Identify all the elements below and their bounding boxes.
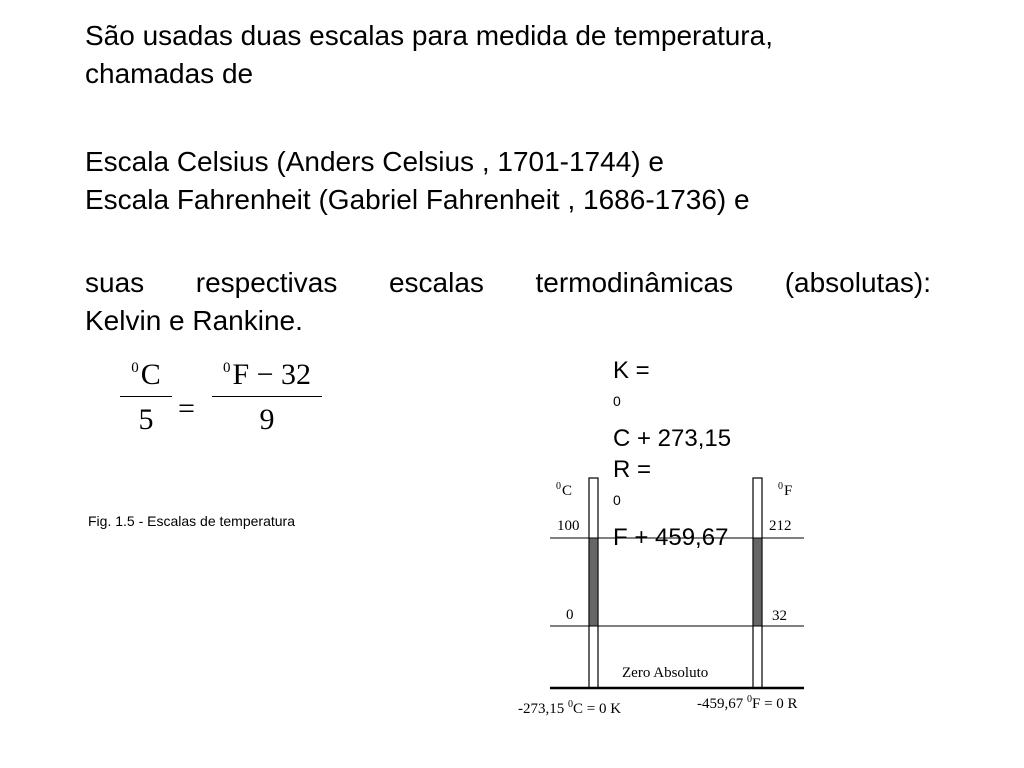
kelvin-formula: [613, 355, 731, 454]
formula-right-bar: [212, 396, 322, 397]
kelvin-zero-label: [518, 699, 621, 717]
kelvin-prefix: K =: [613, 357, 650, 384]
celsius-100-label: 100: [557, 518, 580, 534]
intro-line-2: chamadas de: [85, 58, 254, 89]
formula-left-symbol: C: [140, 358, 161, 391]
absolute-line-2: Kelvin e Rankine.: [85, 305, 303, 336]
rankine-suffix: F + 459,67: [613, 524, 729, 551]
celsius-scale-line: Escala Celsius (Anders Celsius , 1701-1744) e: [85, 146, 664, 177]
formula-left-degree: 0: [131, 360, 139, 376]
celsius-unit-label: C: [562, 483, 573, 499]
kelvin-zero-value: -273,15: [518, 701, 568, 717]
absolute-scales-paragraph: [85, 264, 931, 340]
fahrenheit-scale-line: Escala Fahrenheit (Gabriel Fahrenheit , 1686-1736) e: [85, 184, 750, 215]
rankine-degree: 0: [613, 492, 621, 508]
kelvin-suffix: C + 273,15: [613, 425, 732, 452]
intro-paragraph: [85, 17, 931, 93]
celsius-unit-degree: 0: [556, 481, 561, 492]
figure-caption: Fig. 1.5 - Escalas de temperatura: [88, 513, 295, 529]
kelvin-zero-unit: C = 0 K: [573, 701, 622, 717]
rankine-zero-value: -459,67: [697, 696, 747, 712]
rankine-zero-degree: 0: [747, 694, 752, 705]
rankine-zero-unit: F = 0 R: [752, 696, 798, 712]
fahrenheit-fill: [753, 538, 762, 626]
fahrenheit-32-label: 32: [772, 608, 787, 624]
formula-right-numerator: [212, 358, 322, 392]
kelvin-degree: 0: [613, 393, 621, 409]
absolute-zero-label: Zero Absoluto: [622, 665, 709, 681]
celsius-0-label: 0: [566, 607, 574, 623]
formula-right-denominator: 9: [259, 403, 275, 436]
absolute-line-1: suas respectivas escalas termodinâmicas (absolutas):: [85, 267, 931, 298]
formula-left-bar: [120, 396, 172, 397]
kelvin-zero-degree: 0: [568, 699, 573, 710]
formula-right-expression: F − 32: [232, 358, 312, 391]
formula-equals: =: [178, 392, 195, 425]
formula-left-numerator: [120, 358, 172, 392]
temperature-scales-diagram: [510, 465, 840, 725]
rankine-prefix: R =: [613, 456, 652, 483]
formula-right-degree: 0: [222, 360, 231, 376]
celsius-fill: [589, 538, 598, 626]
fahrenheit-unit-degree: 0: [778, 481, 783, 492]
formula-right-fraction: [212, 358, 322, 437]
formula-left-denominator: 5: [138, 403, 154, 436]
fahrenheit-unit-label: F: [784, 483, 793, 499]
fahrenheit-212-label: 212: [769, 518, 792, 534]
scales-paragraph: [85, 143, 931, 219]
rankine-zero-label: [697, 694, 798, 712]
formula-left-fraction: [120, 358, 172, 437]
intro-line-1: São usadas duas escalas para medida de temperatura,: [85, 20, 773, 51]
